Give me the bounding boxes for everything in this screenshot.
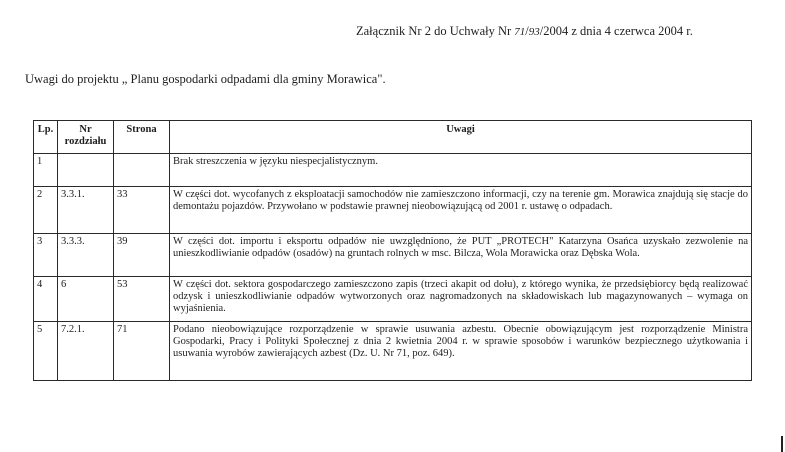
table-row xyxy=(34,154,752,187)
table-row xyxy=(34,277,752,322)
cell-nr: 3.3.3. xyxy=(58,234,114,277)
table-header-row xyxy=(34,121,752,154)
header-strona: Strona xyxy=(114,121,170,154)
header-suffix: /2004 z dnia 4 czerwca 2004 r. xyxy=(539,24,693,38)
cell-strona: 71 xyxy=(114,322,170,381)
cell-lp: 3 xyxy=(34,234,58,277)
cell-nr: 3.3.1. xyxy=(58,187,114,234)
header-separator: / xyxy=(525,24,529,38)
cell-lp: 5 xyxy=(34,322,58,381)
cell-lp: 1 xyxy=(34,154,58,187)
header-lp: Lp. xyxy=(34,121,58,154)
attachment-header xyxy=(356,24,693,39)
header-prefix: Załącznik Nr 2 do Uchwały Nr xyxy=(356,24,512,38)
cell-nr: 7.2.1. xyxy=(58,322,114,381)
scan-edge-mark xyxy=(781,436,783,452)
document-title: Uwagi do projektu „ Planu gospodarki odpadami dla gminy Morawica". xyxy=(25,72,386,86)
cell-uwagi: W części dot. sektora gospodarczego zamieszczono zapis (trzeci akapit od dołu), z którego wynika, że przedsiębiorcy będą realizować odzysk i unieszkodliwianie odpadów wytworzonych oraz nagromadzonych na składowiskach lub magazynowanych – wymaga on wyjaśnienia. xyxy=(170,277,752,322)
cell-strona: 39 xyxy=(114,234,170,277)
cell-nr: 6 xyxy=(58,277,114,322)
cell-uwagi: Brak streszczenia w języku niespecjalistycznym. xyxy=(170,154,752,187)
table-row xyxy=(34,187,752,234)
cell-uwagi: Podano nieobowiązujące rozporządzenie w sprawie usuwania azbestu. Obecnie obowiązującym jest rozporządzenie Ministra Gospodarki, Pracy i Polityki Społecznej z dnia 2 kwietnia 2004 r. w sprawie sposobów i warunków bezpiecznego użytkowania i usuwania wyrobów zawierających azbest (Dz. U. Nr 71, poz. 649). xyxy=(170,322,752,381)
cell-lp: 4 xyxy=(34,277,58,322)
remarks-table xyxy=(33,120,752,381)
header-uwagi: Uwagi xyxy=(170,121,752,154)
cell-nr xyxy=(58,154,114,187)
cell-strona: 53 xyxy=(114,277,170,322)
handwritten-resolution-number: 71 xyxy=(514,26,526,38)
cell-lp: 2 xyxy=(34,187,58,234)
table-row xyxy=(34,322,752,381)
cell-uwagi: W części dot. wycofanych z eksploatacji samochodów nie zamieszczono informacji, czy na terenie gm. Morawica znajdują się stacje do demontażu pojazdów. Przywołano w podstawie prawnej nieobowiązującą od 2001 r. ustawę o odpadach. xyxy=(170,187,752,234)
cell-strona xyxy=(114,154,170,187)
handwritten-resolution-session: 93 xyxy=(528,26,540,38)
header-nr-rozdzialu: Nr rozdziału xyxy=(58,121,114,154)
cell-uwagi: W części dot. importu i eksportu odpadów nie uwzględniono, że PUT „PROTECH" Katarzyna Osańca uzyskało zezwolenie na unieszkodliwianie odpadów (osadów) na gruntach rolnych w msc. Bilcza, Wola Morawicka oraz Dębska Wola. xyxy=(170,234,752,277)
cell-strona: 33 xyxy=(114,187,170,234)
table-row xyxy=(34,234,752,277)
